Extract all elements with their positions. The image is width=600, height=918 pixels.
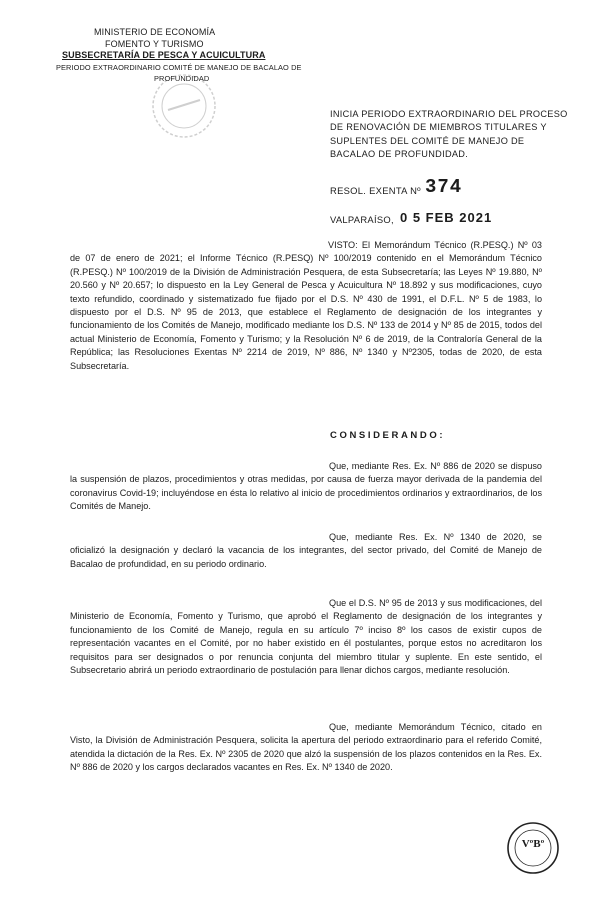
- considerando-paragraph-1: [70, 460, 542, 514]
- resolution-label: RESOL. EXENTA Nº: [330, 185, 421, 196]
- visto-bueno-stamp: [505, 820, 561, 876]
- subject-line: BACALAO DE PROFUNDIDAD.: [330, 149, 469, 160]
- subsecretaria-name: SUBSECRETARÍA DE PESCA Y ACUICULTURA: [62, 50, 266, 60]
- paragraph-text: Que el D.S. Nº 95 de 2013 y sus modificaciones, del Ministerio de Economía, Fomento y Turismo, que aprobó el Reglamento de designación de los integrantes y funcionamiento de los Comité de Manejo, regula en su artículo 7º inciso 8º los casos de existir cupos de representación vacantes en el Comité, por no haber existido en él postulantes, porque estos no acreditaron los requisitos para ser designados o por renuncia conjunta del miembro titular y suplente. En este sentido, el Subsecretario abrirá un periodo extraordinario de postulación para llenar dichos cargos, mediante resolución.: [70, 598, 542, 676]
- considerando-heading: CONSIDERANDO:: [330, 430, 446, 441]
- resolution-number: 374: [425, 176, 463, 198]
- subject-line: DE RENOVACIÓN DE MIEMBROS TITULARES Y: [330, 122, 547, 133]
- considerando-paragraph-2: [70, 531, 542, 571]
- visto-paragraph: [70, 239, 542, 373]
- resolution-place: VALPARAÍSO,: [330, 214, 394, 225]
- ministry-subname: FOMENTO Y TURISMO: [105, 38, 204, 49]
- paragraph-text: Que, mediante Memorándum Técnico, citado en Visto, la División de Administración Pesquera, solicita la apertura del periodo extraordinario para el referido Comité, atendida la dictación de la Res. Ex. Nº 2305 de 2020 que alzó la suspensión de los plazos contenidos en la Res. Ex. Nº 886 de 2020 y los cargos declarados vacantes en Res. Ex. Nº 1340 de 2020.: [70, 722, 542, 773]
- considerando-paragraph-3: [70, 597, 542, 677]
- ministry-name: MINISTERIO DE ECONOMÍA: [94, 27, 216, 37]
- paragraph-text: Que, mediante Res. Ex. Nº 886 de 2020 se dispuso la suspensión de plazos, procedimientos y otras medidas, por causa de fuerza mayor derivada de la pandemia del coronavirus Covid-19; incluyéndose en ésta lo relativo al inicio de procedimientos ordinarios y extraordinarios, de los Comités de Manejo.: [70, 461, 542, 512]
- paragraph-text: Que, mediante Res. Ex. Nº 1340 de 2020, se oficializó la designación y declaró la vacancia de los integrantes, del sector privado, del Comité de Manejo de Bacalao de profundidad, en su periodo ordinario.: [70, 532, 542, 569]
- resolution-subject: [330, 108, 570, 162]
- resolution-date: 0 5 FEB 2021: [400, 210, 493, 225]
- file-reference-line1: PERIODO EXTRAORDINARIO COMITÉ DE MANEJO DE BACALAO DE: [56, 62, 302, 72]
- file-reference-line2: PROFUNDIDAD: [154, 74, 210, 83]
- subject-line: INICIA PERIODO EXTRAORDINARIO DEL PROCESO: [330, 109, 568, 119]
- visto-bueno-text: VºBº: [521, 838, 545, 850]
- considerando-paragraph-4: [70, 721, 542, 775]
- visto-text: VISTO: El Memorándum Técnico (R.PESQ.) Nº 03 de 07 de enero de 2021; el Informe Técnico (R.PESQ) Nº 100/2019 contenido en el Memorándum Técnico (R.PESQ.) Nº 100/2019 de la División de Administración Pesquera, de esta Subsecretaría; las Leyes Nº 19.880, Nº 20.560 y Nº 20.657; lo dispuesto en la Ley General de Pesca y Acuicultura Nº 18.892 y sus modificaciones, cuyo texto refundido, coordinado y sistematizado fue fijado por el D.S. Nº 430 de 1991, el D.F.L. Nº 5 de 1983, lo dispuesto por el D.S. Nº 95 de 2013, que establece el Reglamento de designación de los integrantes y funcionamiento de los Comités de Manejo, modificado mediante los D.S. Nº 133 de 2014 y Nº 85 de 2015, todos del actual Ministerio de Economía, Fomento y Turismo; y la Resolución Nº 6 de 2019, de la Contraloría General de la República; las Resoluciones Exentas Nº 2214 de 2019, Nº 886, Nº 1340 y Nº2305, todas de 2020, de esta Subsecretaría.: [70, 240, 542, 371]
- subject-line: SUPLENTES DEL COMITÉ DE MANEJO DE: [330, 135, 525, 146]
- official-stamp-icon: [148, 70, 220, 142]
